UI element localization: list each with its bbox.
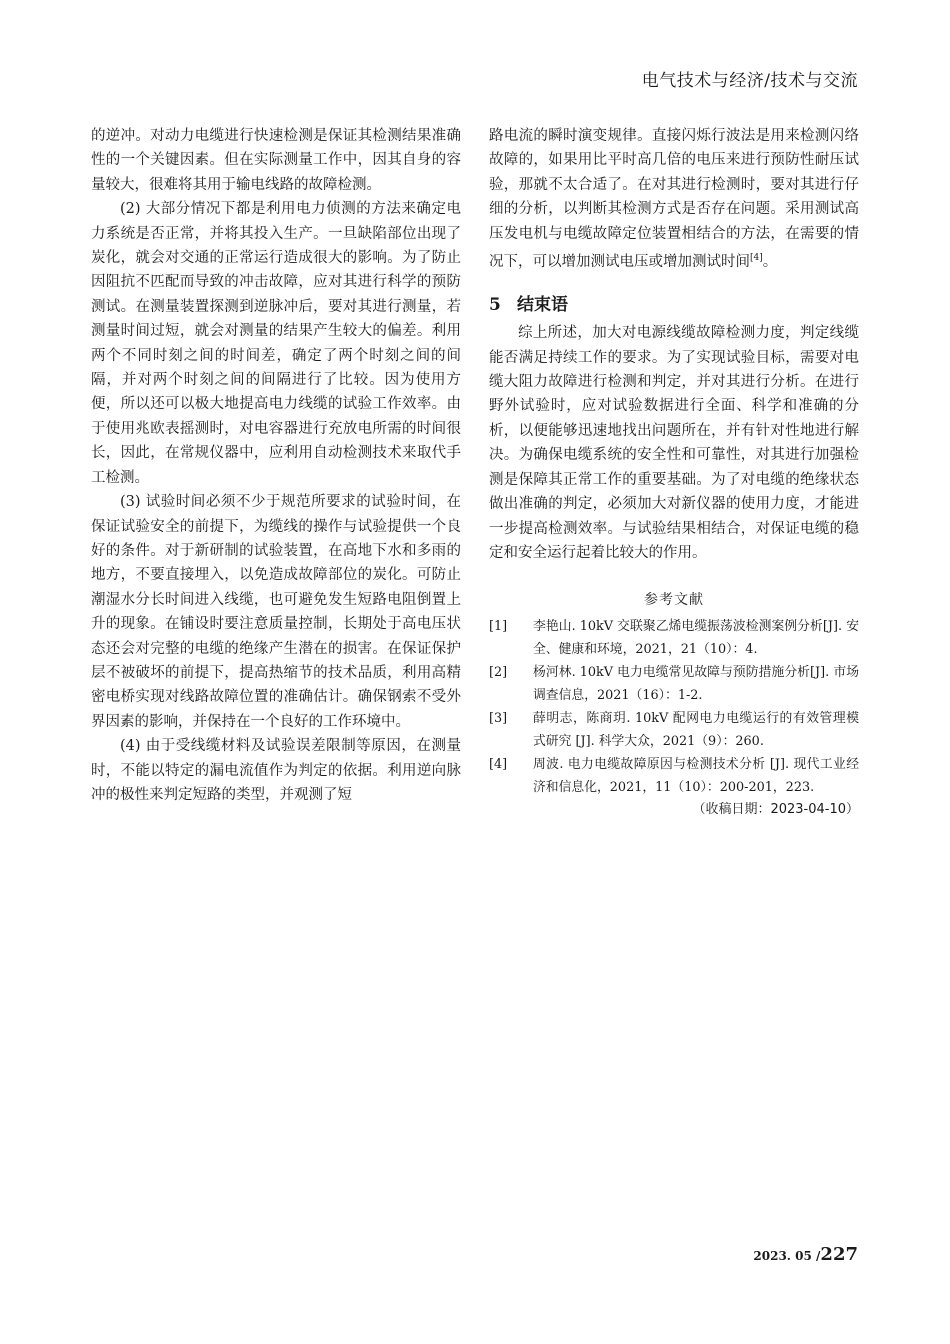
reference-text: 薛明志，陈商玥. 10kV 配网电力电缆运行的有效管理模式研究 [J]. 科学大众，2021（9）：260. <box>533 711 859 750</box>
reference-text: 周波. 电力电缆故障原因与检测技术分析 [J]. 现代工业经济和信息化，2021，11（10）：200-201，223. <box>533 757 859 796</box>
reference-text: 杨河林. 10kV 电力电缆常见故障与预防措施分析[J]. 市场调查信息，2021（16）：1-2. <box>533 665 859 704</box>
reference-number: [4] <box>489 757 508 773</box>
reference-number: [1] <box>489 619 508 635</box>
reference-item <box>489 661 859 707</box>
citation: [4] <box>750 253 763 264</box>
body-paragraph <box>489 124 859 274</box>
body-text: 路电流的瞬时演变规律。直接闪烁行波法是用来检测闪络故障的，如果用比平时高几倍的电压来进行预防性耐压试验，那就不太合适了。在对其进行检测时，要对其进行仔细的分析，以判断其检测方式是否存在问题。采用测试高压发电机与电缆故障定位装置相结合的方法，在需要的情况下，可以增加测试电压或增加测试时间 <box>489 128 859 270</box>
section-title: 结束语 <box>517 295 568 316</box>
issue-date: 2023. 05 / <box>753 1249 821 1263</box>
right-column <box>489 124 859 821</box>
body-paragraph: 的逆冲。对动力电缆进行快速检测是保证其检测结果准确性的一个关键因素。但在实际测量工作中，因其自身的容量较大，很难将其用于输电线路的故障检测。 <box>91 128 461 193</box>
body-paragraph: (3) 试验时间必须不少于规范所要求的试验时间，在保证试验安全的前提下，为缆线的操作与试验提供一个良好的条件。对于新研制的试验装置，在高地下水和多雨的地方，不要直接埋入，以免造成故障部位的炭化。可防止潮湿水分长时间进入线缆，也可避免发生短路电阻倒置上升的现象。在铺设时要注意质量控制，长期处于高电压状态还会对完整的电缆的绝缘产生潜在的损害。在保证保护层不被破坏的前提下，提高热缩节的技术品质，利用高精密电桥实现对线路故障位置的准确估计。确保钢索不受外界因素的影响，并保持在一个良好的工作环境中。 <box>91 494 461 730</box>
reference-number: [2] <box>489 665 508 681</box>
references-title: 参考文献 <box>644 592 704 609</box>
section-heading <box>489 293 859 317</box>
left-column <box>91 124 461 807</box>
reference-number: [3] <box>489 711 508 727</box>
section-number: 5 <box>489 295 501 316</box>
reference-text: 李艳山. 10kV 交联聚乙烯电缆振荡波检测案例分析[J]. 安全、健康和环境，2021，21（10）：4. <box>533 619 859 658</box>
reference-item <box>489 753 859 799</box>
conclusion-paragraph: 综上所述，加大对电源线缆故障检测力度，判定线缆能否满足持续工作的要求。为了实现试验目标，需要对电缆大阻力故障进行检测和判定，并对其进行分析。在进行野外试验时，应对试验数据进行全面、科学和准确的分析，以便能够迅速地找出问题所在，并有针对性地进行解决。为确保电缆系统的安全性和可靠性，对其进行加强检测是保障其正常工作的重要基础。为了对电缆的绝缘状态做出准确的判定，必须加大对新仪器的使用力度，才能进一步提高检测效率。与试验结果相结合，对保证电缆的稳定和安全运行起着比较大的作用。 <box>489 325 859 561</box>
journal-header: 电气技术与经济/技术与交流 <box>641 71 858 91</box>
reference-item <box>489 615 859 661</box>
body-paragraph: (4) 由于受线缆材料及试验误差限制等原因，在测量时，不能以特定的漏电流值作为判定的依据。利用逆向脉冲的极性来判定短路的类型，并观测了短 <box>91 738 461 803</box>
page-footer <box>753 1244 858 1265</box>
body-text-end: 。 <box>762 253 778 270</box>
received-date: （收稿日期：2023-04-10） <box>692 802 859 818</box>
page-number: 227 <box>820 1244 858 1265</box>
reference-item <box>489 707 859 753</box>
body-paragraph: (2) 大部分情况下都是利用电力侦测的方法来确定电力系统是否正常，并将其投入生产。一旦缺陷部位出现了炭化，就会对交通的正常运行造成很大的影响。为了防止因阻抗不匹配而导致的冲击故障，应对其进行科学的预防测试。在测量装置探测到逆脉冲后，要对其进行测量，若测量时间过短，就会对测量的结果产生较大的偏差。利用两个不同时刻之间的时间差，确定了两个时刻之间的间隔，并对两个时刻之间的间隔进行了比较。因为使用方便，所以还可以极大地提高电力线缆的试验工作效率。由于使用兆欧表摇测时，对电容器进行充放电所需的时间很长，因此，在常规仪器中，应利用自动检测技术来取代手工检测。 <box>91 201 461 486</box>
